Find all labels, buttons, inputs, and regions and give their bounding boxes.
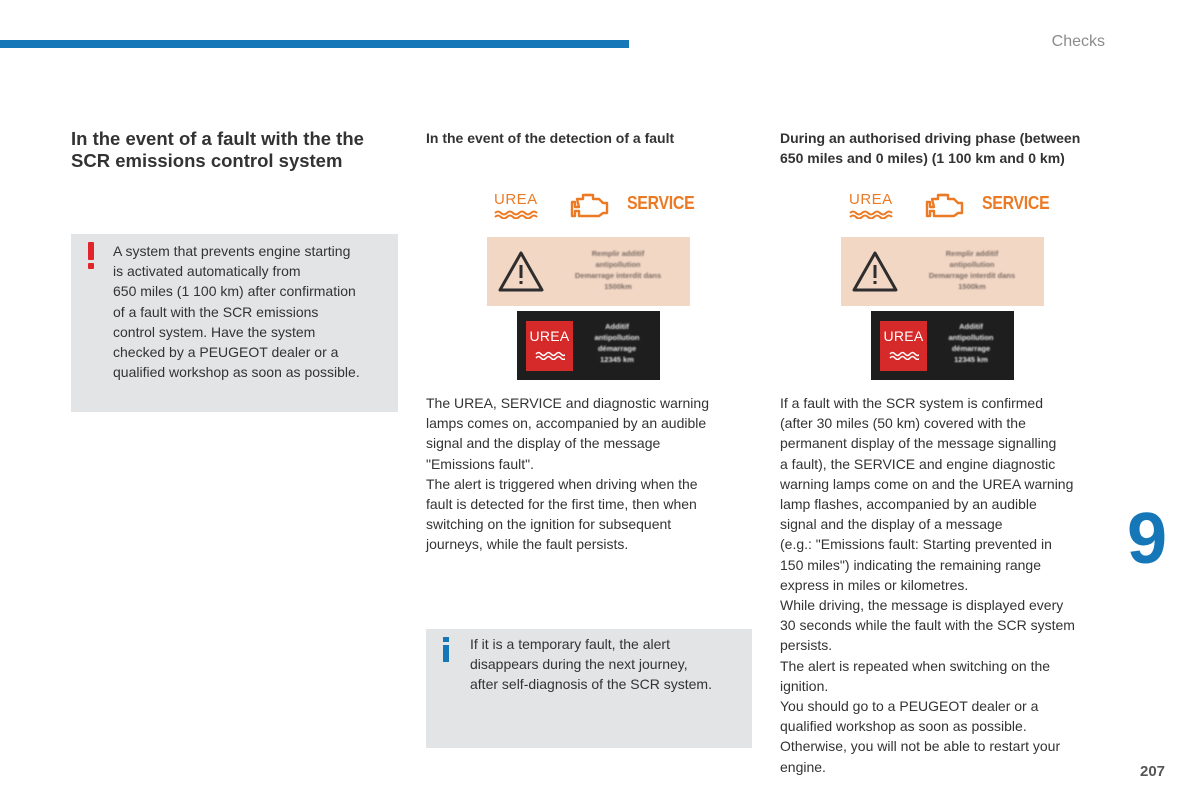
info-icon — [440, 637, 452, 663]
screen-line: démarrage — [597, 344, 637, 353]
text-line: warning lamps come on and the UREA warning — [780, 475, 1074, 492]
text-line: permanent display of the message signalling — [780, 435, 1057, 452]
text-line: The alert is triggered when driving when the — [426, 475, 698, 492]
text-line: Otherwise, you will not be able to restart your — [780, 738, 1061, 755]
text-line: qualified workshop as soon as possible. — [780, 718, 1027, 735]
warning-line: checked by a PEUGEOT dealer or a — [113, 344, 339, 361]
warning-triangle-icon — [852, 250, 898, 292]
text-line: express in miles or kilometres. — [780, 576, 969, 593]
screen-line: antipollution — [594, 333, 640, 342]
col3-heading — [780, 128, 1110, 168]
exclamation-icon — [86, 242, 96, 270]
text-line: switching on the ignition for subsequent — [426, 516, 672, 533]
chapter-number: 9 — [1127, 499, 1168, 579]
page-title-line-1: In the event of a fault with the the — [71, 128, 364, 149]
col2-body-text — [426, 393, 756, 555]
text-line: persists. — [780, 637, 833, 654]
warning-note-text — [113, 241, 395, 382]
screen-line: 12345 km — [954, 355, 988, 364]
text-line: 150 miles") indicating the remaining range — [780, 556, 1042, 573]
col3-warning-lamps — [849, 188, 1049, 224]
text-line: If a fault with the SCR system is confirmed — [780, 395, 1043, 411]
engine-diagnostic-icon — [924, 190, 964, 220]
info-line: after self-diagnosis of the SCR system. — [470, 676, 712, 693]
urea-wave-icon — [535, 350, 565, 360]
service-lamp-label: SERVICE — [982, 193, 1050, 213]
display-message — [907, 248, 1037, 292]
urea-wave-icon — [494, 209, 538, 219]
warning-line: A system that prevents engine starting — [113, 243, 351, 259]
display-line: antipollution — [595, 260, 641, 269]
col3-heading-line-1: During an authorised driving phase (between — [780, 130, 1081, 146]
chapter-color-bar — [0, 40, 629, 48]
display-line: Remplir additif — [591, 249, 645, 258]
text-line: 30 seconds while the fault with the SCR system — [780, 617, 1075, 634]
text-line: engine. — [780, 758, 826, 775]
text-line: lamps comes on, accompanied by an audible — [426, 415, 707, 432]
col3-heading-line-2: 650 miles and 0 miles) (1 100 km and 0 km) — [780, 150, 1065, 166]
urea-wave-icon — [849, 209, 893, 219]
urea-tile-label: UREA — [529, 328, 570, 344]
warning-note-box — [71, 234, 398, 412]
screen-line: Additif — [959, 322, 983, 331]
text-line: a fault), the SERVICE and engine diagnostic — [780, 455, 1056, 472]
text-line: signal and the display of the message — [426, 435, 661, 452]
text-line: ignition. — [780, 677, 829, 694]
info-note-text — [470, 634, 750, 695]
page-title — [71, 128, 411, 172]
urea-lamp-label: UREA — [494, 191, 538, 208]
screen-line: démarrage — [951, 344, 991, 353]
urea-tile-label: UREA — [883, 328, 924, 344]
warning-line: qualified workshop as soon as possible. — [113, 364, 360, 381]
col2-heading: In the event of the detection of a fault — [426, 130, 675, 146]
col2-warning-lamps — [494, 188, 694, 224]
col2-screen-panel — [517, 311, 660, 380]
service-lamp-label: SERVICE — [627, 193, 695, 213]
text-line: lamp flashes, accompanied by an audible — [780, 496, 1037, 513]
display-line: 1500km — [958, 282, 986, 291]
warning-line: is activated automatically from — [113, 263, 301, 280]
urea-tile — [880, 321, 927, 371]
urea-tile — [526, 321, 573, 371]
section-header: Checks — [1051, 33, 1105, 50]
urea-wave-icon — [889, 350, 919, 360]
display-line: Remplir additif — [945, 249, 999, 258]
screen-message — [579, 321, 655, 365]
display-line: 1500km — [604, 282, 632, 291]
text-line: signal and the display of a message — [780, 516, 1003, 533]
screen-line: Additif — [605, 322, 629, 331]
col3-display-panel — [841, 237, 1044, 306]
urea-lamp-label: UREA — [849, 191, 893, 208]
col3-body-text — [780, 393, 1120, 777]
page-title-line-2: SCR emissions control system — [71, 150, 343, 171]
screen-line: 12345 km — [600, 355, 634, 364]
display-message — [553, 248, 683, 292]
text-line: The UREA, SERVICE and diagnostic warning — [426, 395, 709, 411]
warning-line: 650 miles (1 100 km) after confirmation — [113, 283, 356, 300]
text-line: "Emissions fault". — [426, 455, 534, 472]
text-line: You should go to a PEUGEOT dealer or a — [780, 698, 1039, 715]
text-line: The alert is repeated when switching on the — [780, 657, 1051, 674]
page-number: 207 — [1140, 763, 1166, 780]
info-note-box — [426, 629, 752, 748]
text-line: (e.g.: "Emissions fault: Starting prevented in — [780, 536, 1052, 553]
screen-line: antipollution — [948, 333, 994, 342]
text-line: fault is detected for the first time, then when — [426, 496, 697, 513]
screen-message — [933, 321, 1009, 365]
info-line: disappears during the next journey, — [470, 656, 688, 673]
text-line: journeys, while the fault persists. — [426, 536, 629, 553]
display-line: Demarrage interdit dans — [574, 271, 662, 280]
display-line: antipollution — [949, 260, 995, 269]
engine-diagnostic-icon — [569, 190, 609, 220]
info-line: If it is a temporary fault, the alert — [470, 636, 670, 652]
warning-triangle-icon — [498, 250, 544, 292]
display-line: Demarrage interdit dans — [928, 271, 1016, 280]
warning-line: of a fault with the SCR emissions — [113, 303, 319, 320]
warning-line: control system. Have the system — [113, 323, 316, 340]
col3-screen-panel — [871, 311, 1014, 380]
text-line: (after 30 miles (50 km) covered with the — [780, 415, 1026, 432]
col2-display-panel — [487, 237, 690, 306]
text-line: While driving, the message is displayed every — [780, 597, 1064, 614]
